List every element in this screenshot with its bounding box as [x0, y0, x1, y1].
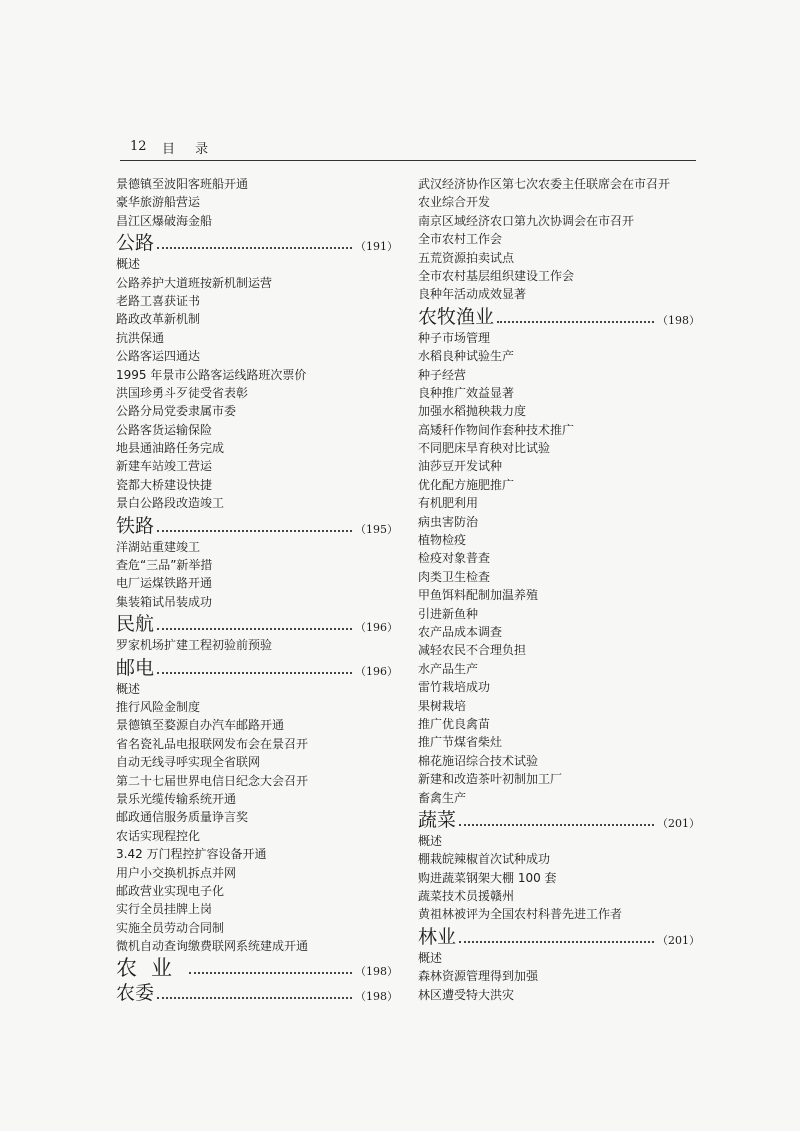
- section-page-number: （196）: [355, 664, 398, 678]
- section-page-number: （201）: [657, 816, 700, 830]
- dot-leader: [157, 671, 352, 674]
- toc-entry[interactable]: 新建和改造茶叶初制加工厂: [418, 772, 563, 787]
- toc-entry[interactable]: 邮政通信服务质量诤言奖: [116, 810, 249, 825]
- toc-entry[interactable]: 雷竹栽培成功: [418, 680, 491, 695]
- toc-entry[interactable]: 武汉经济协作区第七次农委主任联席会在市召开: [418, 177, 671, 191]
- toc-entry[interactable]: 豪华旅游船营运: [116, 195, 201, 210]
- toc-entry[interactable]: 优化配方施肥推广: [418, 477, 515, 492]
- toc-entry[interactable]: 概述: [116, 681, 141, 696]
- toc-entry[interactable]: 减轻农民不合理负担: [418, 643, 527, 658]
- toc-entry[interactable]: 农业综合开发: [418, 195, 491, 210]
- toc-section-heading[interactable]: [116, 232, 398, 255]
- toc-entry[interactable]: 引进新鱼种: [418, 606, 479, 621]
- toc-entry[interactable]: 地县通油路任务完成: [116, 441, 225, 456]
- toc-entry[interactable]: 良种年活动成效显著: [418, 287, 527, 302]
- toc-entry[interactable]: 省名瓷礼品电报联网发布会在景召开: [116, 736, 309, 751]
- toc-entry[interactable]: 实施全员劳动合同制: [116, 920, 225, 935]
- toc-entry[interactable]: 畜禽生产: [418, 790, 467, 805]
- page-number: 12: [130, 139, 147, 154]
- toc-entry[interactable]: 种子经营: [418, 367, 467, 382]
- toc-entry[interactable]: 水稻良种试验生产: [418, 349, 515, 364]
- section-page-number: （201）: [657, 933, 700, 947]
- toc-entry[interactable]: 电厂运煤铁路开通: [116, 576, 213, 591]
- toc-entry[interactable]: 公路分局党委隶属市委: [116, 404, 237, 419]
- toc-entry[interactable]: 景乐光缆传输系统开通: [116, 791, 237, 806]
- section-title: 农委: [116, 982, 155, 1005]
- toc-entry[interactable]: 蔬菜技术员援赣州: [418, 889, 515, 904]
- toc-entry[interactable]: 邮政营业实现电子化: [116, 883, 225, 898]
- section-title: 民航: [116, 613, 155, 636]
- section-page-number: （198）: [355, 990, 398, 1004]
- toc-entry[interactable]: 昌江区爆破海金船: [116, 213, 213, 228]
- toc-section-heading[interactable]: [418, 926, 700, 949]
- dot-leader: [497, 320, 654, 323]
- toc-section-heading[interactable]: [418, 809, 700, 832]
- section-page-number: （198）: [657, 313, 700, 327]
- toc-entry[interactable]: 洋湖站重建竣工: [116, 539, 201, 554]
- toc-entry[interactable]: 良种推广效益显著: [418, 385, 515, 400]
- toc-entry[interactable]: 林区遭受特大洪灾: [418, 987, 515, 1002]
- toc-entry[interactable]: 甲鱼饵料配制加温养殖: [418, 588, 539, 603]
- toc-entry[interactable]: 棉花施诏综合技术试验: [418, 753, 539, 768]
- toc-section-heading[interactable]: [116, 613, 398, 636]
- toc-entry[interactable]: 种子市场管理: [418, 330, 491, 345]
- toc-entry[interactable]: 推广节煤省柴灶: [418, 735, 503, 750]
- toc-entry[interactable]: 检疫对象普查: [418, 551, 491, 566]
- toc-entry[interactable]: 五荒资源拍卖试点: [418, 250, 515, 265]
- toc-section-heading[interactable]: [116, 957, 398, 980]
- toc-entry[interactable]: 棚栽皖辣椒首次试种成功: [418, 852, 551, 867]
- section-title: 农牧渔业: [418, 305, 495, 328]
- toc-entry[interactable]: 集装箱试吊装成功: [116, 594, 213, 609]
- section-title: 农业: [116, 956, 186, 981]
- dot-leader: [157, 996, 352, 999]
- dot-leader: [459, 940, 654, 943]
- section-page-number: （191）: [355, 240, 398, 254]
- toc-entry[interactable]: 景白公路段改造竣工: [116, 496, 225, 511]
- toc-entry[interactable]: 瓷都大桥建设快捷: [116, 477, 213, 492]
- toc-entry[interactable]: 查危“三品”新举措: [116, 558, 213, 573]
- toc-entry[interactable]: 自动无线寻呼实现全省联网: [116, 755, 261, 770]
- section-page-number: （196）: [355, 621, 398, 635]
- toc-entry[interactable]: 用户小交换机拆点并网: [116, 865, 237, 880]
- toc-entry[interactable]: 公路客运四通达: [116, 349, 201, 364]
- toc-entry[interactable]: 景德镇至婺源自办汽车邮路开通: [116, 718, 285, 733]
- toc-entry[interactable]: 景德镇至波阳客班船开通: [116, 177, 249, 191]
- toc-entry[interactable]: 果树栽培: [418, 698, 467, 713]
- toc-entry[interactable]: 肉类卫生检查: [418, 569, 491, 584]
- section-title: 林业: [418, 925, 457, 948]
- toc-entry[interactable]: 概述: [116, 257, 141, 272]
- toc-entry[interactable]: 病虫害防治: [418, 514, 479, 529]
- toc-entry[interactable]: 洪国珍勇斗歹徒受省表彰: [116, 385, 249, 400]
- toc-entry[interactable]: 高矮秆作物间作套种技术推广: [418, 422, 575, 437]
- section-title: 铁路: [116, 514, 155, 537]
- toc-entry[interactable]: 3.42 万门程控扩容设备开通: [116, 847, 267, 862]
- dot-leader: [459, 823, 654, 826]
- page-header: [120, 134, 696, 161]
- page-title: 目 录: [162, 142, 217, 157]
- toc-entry[interactable]: 推行风险金制度: [116, 699, 201, 714]
- toc-entry[interactable]: 概述: [418, 950, 443, 965]
- dot-leader: [157, 627, 352, 630]
- toc-entry[interactable]: 南京区域经济农口第九次协调会在市召开: [418, 213, 635, 228]
- toc-entry[interactable]: 公路客货运输保险: [116, 422, 213, 437]
- toc-entry[interactable]: 实行全员挂牌上岗: [116, 902, 213, 917]
- toc-entry[interactable]: 推广优良禽苗: [418, 716, 491, 731]
- toc-entry[interactable]: 全市农村工作会: [418, 232, 503, 247]
- toc-entry[interactable]: 购进蔬菜钢架大棚 100 套: [418, 870, 557, 885]
- section-title: 邮电: [116, 656, 155, 679]
- toc-entry[interactable]: 全市农村基层组织建设工作会: [418, 268, 575, 283]
- toc-entry[interactable]: 第二十七届世界电信日纪念大会召开: [116, 773, 309, 788]
- toc-section-heading[interactable]: [116, 657, 398, 680]
- toc-entry[interactable]: 路政改革新机制: [116, 312, 201, 327]
- dot-leader: [189, 971, 352, 974]
- toc-entry[interactable]: 老路工喜获证书: [116, 293, 201, 308]
- toc-entry[interactable]: 有机肥利用: [418, 496, 479, 511]
- toc-entry[interactable]: 不同肥床旱育秧对比试验: [418, 441, 551, 456]
- dot-leader: [157, 246, 352, 249]
- section-page-number: （195）: [355, 522, 398, 536]
- toc-section-heading[interactable]: [116, 515, 398, 538]
- toc-entry[interactable]: 农产品成本调查: [418, 624, 503, 639]
- toc-entry[interactable]: 公路养护大道班按新机制运营: [116, 275, 273, 290]
- toc-entry[interactable]: 油莎豆开发试种: [418, 459, 503, 474]
- toc-section-heading[interactable]: [116, 982, 398, 1005]
- toc-entry[interactable]: 新建车站竣工营运: [116, 459, 213, 474]
- section-title: 蔬菜: [418, 808, 457, 831]
- toc-entry[interactable]: 1995 年景市公路客运线路班次票价: [116, 367, 307, 382]
- toc-entry[interactable]: 农话实现程控化: [116, 828, 201, 843]
- section-title: 公路: [116, 232, 155, 255]
- toc-entry[interactable]: 微机自动查询缴费联网系统建成开通: [116, 939, 309, 954]
- toc-entry[interactable]: 黄祖林被评为全国农村科普先进工作者: [418, 907, 623, 922]
- toc-entry[interactable]: 植物检疫: [418, 533, 467, 548]
- toc-right-column: [418, 175, 700, 1004]
- toc-left-column: [116, 175, 398, 1005]
- toc-entry[interactable]: 罗家机场扩建工程初验前预验: [116, 638, 273, 653]
- toc-entry[interactable]: 加强水稻抛秧栽力度: [418, 404, 527, 419]
- dot-leader: [157, 529, 352, 532]
- toc-entry[interactable]: 抗洪保通: [116, 330, 165, 345]
- toc-entry[interactable]: 概述: [418, 833, 443, 848]
- section-page-number: （198）: [355, 965, 398, 979]
- toc-entry[interactable]: 森林资源管理得到加强: [418, 969, 539, 984]
- toc-entry[interactable]: 水产品生产: [418, 661, 479, 676]
- toc-section-heading[interactable]: [418, 306, 700, 329]
